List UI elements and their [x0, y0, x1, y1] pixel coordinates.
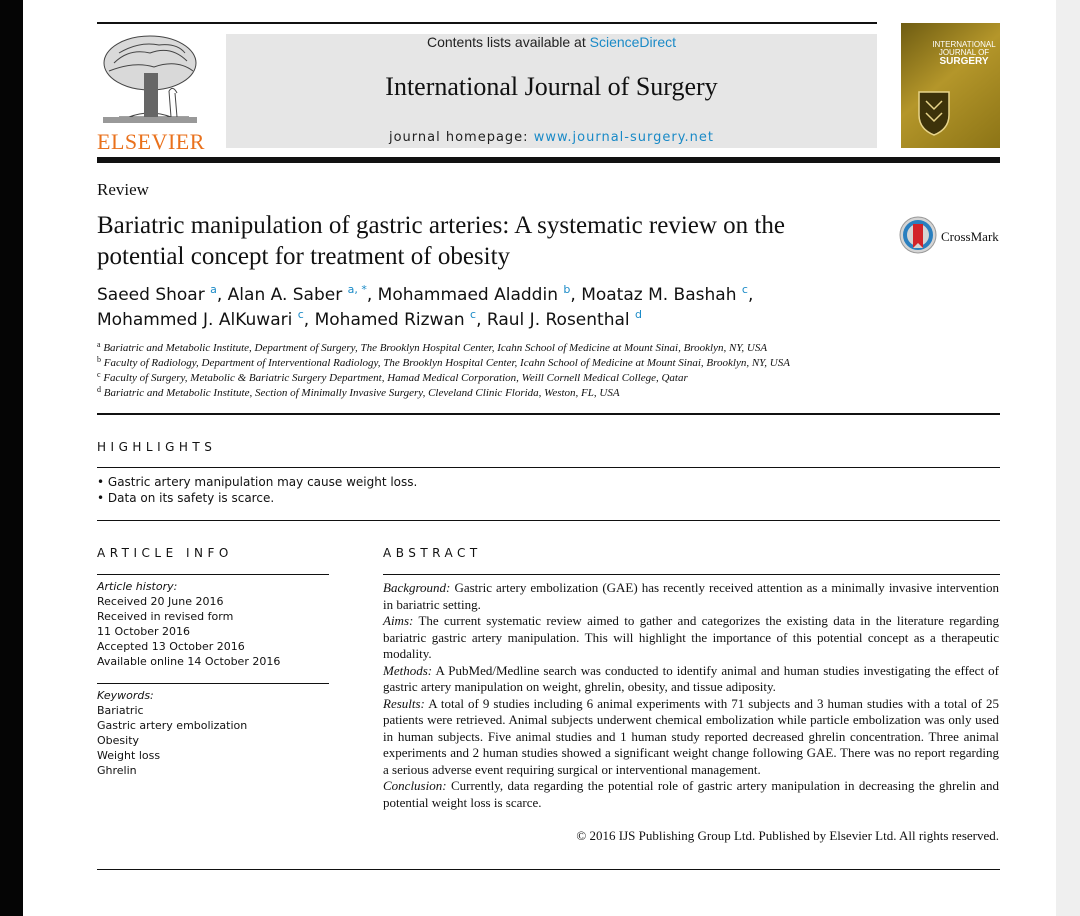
- author-separator: ,: [747, 285, 754, 305]
- author-name[interactable]: Moataz M. Bashah: [581, 285, 737, 305]
- elsevier-tree-icon: [99, 33, 201, 127]
- abstract-results: [383, 696, 999, 779]
- elsevier-wordmark: ELSEVIER: [97, 129, 205, 154]
- abstract-conclusion: [383, 778, 999, 811]
- right-screen-edge: [1056, 0, 1080, 916]
- affiliation-marker: a: [97, 340, 101, 349]
- author-affiliation-marker[interactable]: c: [470, 308, 477, 321]
- journal-homepage-link[interactable]: www.journal-surgery.net: [533, 130, 714, 145]
- history-item: Accepted 13 October 2016: [97, 640, 245, 653]
- author-separator: ,: [303, 310, 315, 330]
- author-affiliation-marker[interactable]: b: [563, 283, 571, 296]
- abstract-section-text: A PubMed/Medline search was conducted to identify animal and human studies investigating the effect of gastric artery manipulation on weight, ghrelin, obesity, and tissue adiposity.: [383, 662, 999, 694]
- abstract-section-text: Gastric artery embolization (GAE) has recently received attention as a minimally invasive intervention in bariatric setting.: [383, 580, 1000, 612]
- highlights-list: [97, 474, 897, 506]
- abstract-section-label: Background:: [383, 580, 451, 595]
- abstract-section-label: Conclusion:: [383, 778, 447, 793]
- highlights-rule: [97, 467, 1000, 468]
- abstract-section-text: The current systematic review aimed to gather and categorizes the existing data in the literature regarding bariatric gastric artery manipulation. This will highlight the importance of this potential concept as a therapeutic modality.: [383, 613, 999, 661]
- journal-cover-image[interactable]: [901, 23, 1000, 148]
- keyword-item[interactable]: Gastric artery embolization: [97, 719, 248, 732]
- masthead-bottom-rule: [97, 157, 1000, 163]
- affiliations-bottom-rule: [97, 413, 1000, 415]
- keyword-item[interactable]: Obesity: [97, 734, 140, 747]
- author-name[interactable]: Raul J. Rosenthal: [486, 310, 630, 330]
- page-bottom-rule: [97, 869, 1000, 870]
- copyright-notice: © 2016 IJS Publishing Group Ltd. Published by Elsevier Ltd. All rights reserved.: [576, 828, 999, 843]
- cover-title: [931, 41, 997, 67]
- cover-line-1: INTERNATIONAL: [932, 40, 996, 49]
- highlight-item: • Data on its safety is scarce.: [97, 491, 275, 505]
- author-affiliation-marker[interactable]: c: [297, 308, 304, 321]
- abstract-section-text: Currently, data regarding the potential role of gastric artery manipulation in decreasing the ghrelin and potential weight loss is scarce.: [383, 778, 1000, 810]
- affiliation-text: Bariatric and Metabolic Institute, Section of Minimally Invasive Surgery, Cleveland Clinic Florida, Weston, FL, USA: [103, 387, 620, 399]
- keywords-rule: [97, 683, 329, 684]
- author-affiliation-marker[interactable]: d: [635, 308, 643, 321]
- author-separator: ,: [476, 310, 487, 330]
- abstract-section-label: Methods:: [383, 662, 433, 678]
- contents-prefix: Contents lists available at: [426, 34, 590, 50]
- cover-crest-icon: [909, 87, 959, 137]
- article-history: [97, 579, 327, 669]
- keywords: [97, 688, 327, 778]
- contents-line: [226, 34, 877, 50]
- elsevier-logo[interactable]: [97, 33, 203, 153]
- affiliation-marker: b: [97, 355, 101, 364]
- affiliation-item: [97, 386, 917, 401]
- author-name[interactable]: Saeed Shoar: [97, 285, 205, 305]
- abstract-methods: [383, 663, 999, 696]
- history-item: Available online 14 October 2016: [97, 655, 281, 668]
- affiliation-item: [97, 341, 917, 356]
- author-separator: ,: [216, 285, 228, 305]
- article-info-heading: ARTICLE INFO: [97, 546, 233, 560]
- journal-title: International Journal of Surgery: [385, 72, 718, 101]
- author-name[interactable]: Mohammaed Aladdin: [377, 285, 558, 305]
- abstract-section-text: A total of 9 studies including 6 animal experiments with 71 subjects and 3 human studies with a total of 25 patients were retrieved. Animal subjects underwent chemical embolization while particle embolization was only used in human subjects. Five animal studies and 1 human study reported decreased ghrelin concentration. Three animal experiments and 2 human studies showed a significant weight change following GAE. There was no report regarding a serious adverse event requiring surgical or interventional management.: [383, 695, 999, 777]
- history-item: 11 October 2016: [97, 625, 191, 638]
- article-type: Review: [97, 180, 149, 199]
- crossmark-icon: [898, 215, 938, 255]
- author-affiliation-marker[interactable]: c: [741, 283, 748, 296]
- cover-line-3: SURGERY: [939, 56, 989, 67]
- crossmark-label: CrossMark: [941, 229, 999, 244]
- article-info-rule: [97, 574, 329, 575]
- homepage-line: [226, 130, 877, 145]
- cover-line-2: JOURNAL OF: [938, 48, 990, 57]
- affiliation-marker: d: [97, 385, 101, 394]
- affiliation-marker: c: [97, 370, 101, 379]
- keyword-item[interactable]: Weight loss: [97, 749, 161, 762]
- top-rule: [97, 22, 877, 24]
- keyword-item[interactable]: Ghrelin: [97, 764, 137, 777]
- affiliation-text: Faculty of Radiology, Department of Interventional Radiology, The Brooklyn Hospital Center, Icahn School of Medicine at Mount Sinai, Brooklyn, NY, USA: [103, 357, 790, 369]
- author-separator: ,: [570, 285, 582, 305]
- abstract-section-label: Aims:: [383, 613, 414, 628]
- abstract-background: [383, 580, 999, 613]
- abstract-rule: [383, 574, 1000, 575]
- keywords-label: Keywords:: [97, 689, 154, 702]
- highlights-bottom-rule: [97, 520, 1000, 521]
- article-history-label: Article history:: [97, 580, 178, 593]
- author-affiliation-marker[interactable]: a, *: [347, 283, 367, 296]
- article-title: Bariatric manipulation of gastric arteries: A systematic review on the potential concept for treatment of obesity: [97, 212, 785, 270]
- history-item: Received in revised form: [97, 610, 234, 623]
- homepage-prefix: journal homepage:: [388, 130, 534, 145]
- author-name[interactable]: Alan A. Saber: [227, 285, 343, 305]
- affiliation-item: [97, 356, 917, 371]
- highlights-heading: HIGHLIGHTS: [97, 440, 217, 454]
- abstract-body: [383, 580, 999, 811]
- affiliation-list: [97, 341, 917, 401]
- affiliation-item: [97, 371, 917, 386]
- author-affiliation-marker[interactable]: a: [210, 283, 217, 296]
- sciencedirect-link[interactable]: ScienceDirect: [589, 34, 676, 50]
- abstract-heading: ABSTRACT: [383, 546, 482, 560]
- affiliation-text: Faculty of Surgery, Metabolic & Bariatric Surgery Department, Hamad Medical Corporation, Weill Cornell Medical College, Qatar: [103, 372, 688, 384]
- abstract-section-label: Results:: [383, 695, 425, 711]
- author-name[interactable]: Mohamed Rizwan: [314, 310, 465, 330]
- highlight-text: Gastric artery manipulation may cause weight loss.: [107, 475, 418, 489]
- abstract-aims: [383, 613, 999, 663]
- affiliation-text: Bariatric and Metabolic Institute, Department of Surgery, The Brooklyn Hospital Center, Icahn School of Medicine at Mount Sinai, Brooklyn, NY, USA: [103, 342, 768, 354]
- journal-masthead: [226, 34, 877, 148]
- author-separator: ,: [366, 285, 378, 305]
- history-item: Received 20 June 2016: [97, 595, 224, 608]
- author-list: [97, 283, 897, 333]
- crossmark-badge[interactable]: [898, 215, 1000, 255]
- highlight-item: • Gastric artery manipulation may cause weight loss.: [97, 475, 418, 489]
- author-name[interactable]: Mohammed J. AlKuwari: [97, 310, 293, 330]
- left-screen-edge: [0, 0, 23, 916]
- highlight-text: Data on its safety is scarce.: [107, 491, 275, 505]
- keyword-item[interactable]: Bariatric: [97, 704, 144, 717]
